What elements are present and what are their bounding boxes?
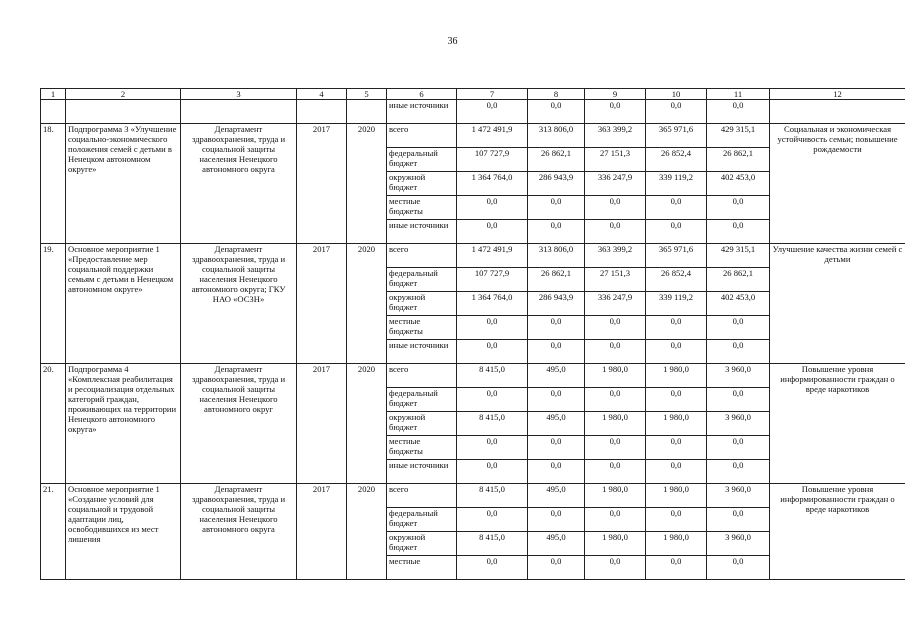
amount-cell: 0,0	[646, 436, 707, 460]
column-header: 5	[347, 89, 387, 100]
amount-cell: 3 960,0	[707, 364, 770, 388]
amount-cell: 365 971,6	[646, 124, 707, 148]
start-year: 2017	[297, 124, 347, 244]
amount-cell: 107 727,9	[457, 268, 528, 292]
amount-cell: 495,0	[528, 412, 585, 436]
amount-cell: 0,0	[707, 460, 770, 484]
amount-cell: 339 119,2	[646, 292, 707, 316]
empty-cell	[66, 100, 181, 124]
expected-result: Улучшение качества жизни семей с детьми	[770, 244, 905, 364]
amount-cell: 0,0	[585, 316, 646, 340]
amount-cell: 0,0	[707, 100, 770, 124]
item-executor: Департамент здравоохранения, труда и социальной защиты населения Ненецкого автономного округа; ГКУ НАО «ОСЗН»	[181, 244, 297, 364]
funding-source: окружной бюджет	[387, 172, 457, 196]
start-year: 2017	[297, 484, 347, 580]
amount-cell: 0,0	[646, 340, 707, 364]
amount-cell: 107 727,9	[457, 148, 528, 172]
funding-source: всего	[387, 124, 457, 148]
funding-source: федеральный бюджет	[387, 148, 457, 172]
funding-source: окружной бюджет	[387, 412, 457, 436]
amount-cell: 1 980,0	[585, 412, 646, 436]
funding-source: иные источники	[387, 340, 457, 364]
amount-cell: 0,0	[457, 556, 528, 580]
item-number: 20.	[41, 364, 66, 484]
amount-cell: 0,0	[585, 340, 646, 364]
item-executor: Департамент здравоохранения, труда и социальной защиты населения Ненецкого автономного округа	[181, 124, 297, 244]
funding-source: всего	[387, 484, 457, 508]
amount-cell: 313 806,0	[528, 124, 585, 148]
amount-cell: 3 960,0	[707, 484, 770, 508]
amount-cell: 0,0	[646, 556, 707, 580]
table-body	[41, 89, 905, 580]
column-header: 8	[528, 89, 585, 100]
funding-source: иные источники	[387, 220, 457, 244]
amount-cell: 0,0	[707, 436, 770, 460]
amount-cell: 27 151,3	[585, 268, 646, 292]
column-header: 11	[707, 89, 770, 100]
amount-cell: 1 980,0	[646, 484, 707, 508]
table-row	[41, 100, 905, 124]
item-name: Подпрограмма 3 «Улучшение социально-экономического положения семей с детьми в Ненецком автономном округе»	[66, 124, 181, 244]
amount-cell: 0,0	[646, 508, 707, 532]
amount-cell: 0,0	[528, 196, 585, 220]
column-header: 1	[41, 89, 66, 100]
amount-cell: 0,0	[707, 508, 770, 532]
funding-source: местные бюджеты	[387, 316, 457, 340]
amount-cell: 0,0	[585, 436, 646, 460]
amount-cell: 495,0	[528, 364, 585, 388]
amount-cell: 402 453,0	[707, 172, 770, 196]
end-year: 2020	[347, 484, 387, 580]
amount-cell: 1 980,0	[585, 484, 646, 508]
table-row	[41, 124, 905, 148]
amount-cell: 1 472 491,9	[457, 244, 528, 268]
funding-source: местные бюджеты	[387, 196, 457, 220]
amount-cell: 363 399,2	[585, 244, 646, 268]
amount-cell: 429 315,1	[707, 124, 770, 148]
funding-source: всего	[387, 364, 457, 388]
amount-cell: 1 980,0	[585, 532, 646, 556]
end-year: 2020	[347, 364, 387, 484]
amount-cell: 8 415,0	[457, 484, 528, 508]
expected-result: Социальная и экономическая устойчивость семьи; повышение рождаемости	[770, 124, 905, 244]
table-row	[41, 244, 905, 268]
funding-source: всего	[387, 244, 457, 268]
amount-cell: 0,0	[707, 340, 770, 364]
amount-cell: 1 364 764,0	[457, 172, 528, 196]
amount-cell: 0,0	[646, 388, 707, 412]
start-year: 2017	[297, 364, 347, 484]
column-header: 7	[457, 89, 528, 100]
amount-cell: 365 971,6	[646, 244, 707, 268]
amount-cell: 27 151,3	[585, 148, 646, 172]
expected-result: Повышение уровня информированности граждан о вреде наркотиков	[770, 484, 905, 580]
column-header: 9	[585, 89, 646, 100]
item-number: 18.	[41, 124, 66, 244]
amount-cell: 429 315,1	[707, 244, 770, 268]
amount-cell: 3 960,0	[707, 532, 770, 556]
amount-cell: 0,0	[646, 316, 707, 340]
item-name: Подпрограмма 4 «Комплексная реабилитация и ресоциализация отдельных категорий граждан, проживающих на территории Ненецкого автономного округа»	[66, 364, 181, 484]
amount-cell: 1 980,0	[646, 532, 707, 556]
column-header: 12	[770, 89, 905, 100]
amount-cell: 1 364 764,0	[457, 292, 528, 316]
amount-cell: 0,0	[585, 220, 646, 244]
amount-cell: 0,0	[457, 460, 528, 484]
amount-cell: 0,0	[646, 196, 707, 220]
funding-source: иные источники	[387, 460, 457, 484]
funding-source: окружной бюджет	[387, 292, 457, 316]
amount-cell: 0,0	[585, 460, 646, 484]
amount-cell: 495,0	[528, 484, 585, 508]
amount-cell: 0,0	[457, 100, 528, 124]
amount-cell: 8 415,0	[457, 412, 528, 436]
empty-cell	[297, 100, 347, 124]
amount-cell: 0,0	[528, 508, 585, 532]
empty-cell	[181, 100, 297, 124]
amount-cell: 0,0	[646, 220, 707, 244]
expected-result: Повышение уровня информированности граждан о вреде наркотиков	[770, 364, 905, 484]
amount-cell: 0,0	[585, 388, 646, 412]
table-row	[41, 484, 905, 508]
amount-cell: 495,0	[528, 532, 585, 556]
amount-cell: 0,0	[528, 100, 585, 124]
item-number: 19.	[41, 244, 66, 364]
amount-cell: 0,0	[528, 220, 585, 244]
amount-cell: 0,0	[457, 436, 528, 460]
amount-cell: 0,0	[457, 388, 528, 412]
funding-source: федеральный бюджет	[387, 508, 457, 532]
amount-cell: 1 980,0	[646, 364, 707, 388]
amount-cell: 336 247,9	[585, 292, 646, 316]
amount-cell: 0,0	[528, 556, 585, 580]
end-year: 2020	[347, 244, 387, 364]
start-year: 2017	[297, 244, 347, 364]
amount-cell: 0,0	[646, 100, 707, 124]
amount-cell: 8 415,0	[457, 364, 528, 388]
amount-cell: 8 415,0	[457, 532, 528, 556]
item-executor: Департамент здравоохранения, труда и социальной защиты населения Ненецкого автономного округ	[181, 364, 297, 484]
amount-cell: 0,0	[707, 556, 770, 580]
amount-cell: 339 119,2	[646, 172, 707, 196]
amount-cell: 0,0	[528, 388, 585, 412]
item-name: Основное мероприятие 1 «Создание условий для социальной и трудовой адаптации лиц, освободившихся из мест лишения	[66, 484, 181, 580]
amount-cell: 0,0	[457, 196, 528, 220]
amount-cell: 402 453,0	[707, 292, 770, 316]
amount-cell: 0,0	[585, 556, 646, 580]
amount-cell: 0,0	[707, 196, 770, 220]
amount-cell: 0,0	[585, 508, 646, 532]
item-number: 21.	[41, 484, 66, 580]
amount-cell: 0,0	[707, 220, 770, 244]
amount-cell: 0,0	[457, 508, 528, 532]
amount-cell: 26 862,1	[707, 268, 770, 292]
funding-source: окружной бюджет	[387, 532, 457, 556]
column-header: 6	[387, 89, 457, 100]
funding-source: местные бюджеты	[387, 436, 457, 460]
column-header: 10	[646, 89, 707, 100]
amount-cell: 3 960,0	[707, 412, 770, 436]
amount-cell: 26 862,1	[528, 268, 585, 292]
amount-cell: 0,0	[528, 436, 585, 460]
amount-cell: 1 980,0	[585, 364, 646, 388]
amount-cell: 0,0	[528, 316, 585, 340]
program-finance-table	[40, 88, 905, 580]
amount-cell: 313 806,0	[528, 244, 585, 268]
amount-cell: 286 943,9	[528, 172, 585, 196]
amount-cell: 0,0	[457, 220, 528, 244]
amount-cell: 0,0	[457, 316, 528, 340]
amount-cell: 26 862,1	[528, 148, 585, 172]
end-year: 2020	[347, 124, 387, 244]
amount-cell: 26 852,4	[646, 268, 707, 292]
empty-cell	[347, 100, 387, 124]
amount-cell: 0,0	[457, 340, 528, 364]
amount-cell: 26 852,4	[646, 148, 707, 172]
empty-cell	[41, 100, 66, 124]
amount-cell: 336 247,9	[585, 172, 646, 196]
amount-cell: 0,0	[528, 460, 585, 484]
item-executor: Департамент здравоохранения, труда и социальной защиты населения Ненецкого автономного округа	[181, 484, 297, 580]
table-row	[41, 364, 905, 388]
amount-cell: 363 399,2	[585, 124, 646, 148]
column-header: 3	[181, 89, 297, 100]
amount-cell: 1 472 491,9	[457, 124, 528, 148]
funding-source: федеральный бюджет	[387, 388, 457, 412]
amount-cell: 0,0	[707, 388, 770, 412]
page-number: 36	[447, 36, 458, 47]
amount-cell: 0,0	[585, 100, 646, 124]
amount-cell: 286 943,9	[528, 292, 585, 316]
amount-cell: 0,0	[585, 196, 646, 220]
column-header: 4	[297, 89, 347, 100]
funding-source: иные источники	[387, 100, 457, 124]
amount-cell: 0,0	[646, 460, 707, 484]
funding-source: федеральный бюджет	[387, 268, 457, 292]
amount-cell: 0,0	[528, 340, 585, 364]
header-row	[41, 89, 905, 100]
empty-cell	[770, 100, 905, 124]
column-header: 2	[66, 89, 181, 100]
amount-cell: 1 980,0	[646, 412, 707, 436]
item-name: Основное мероприятие 1 «Предоставление мер социальной поддержки семьям с детьми в Ненецком автономном округе»	[66, 244, 181, 364]
funding-source: местные	[387, 556, 457, 580]
amount-cell: 0,0	[707, 316, 770, 340]
amount-cell: 26 862,1	[707, 148, 770, 172]
